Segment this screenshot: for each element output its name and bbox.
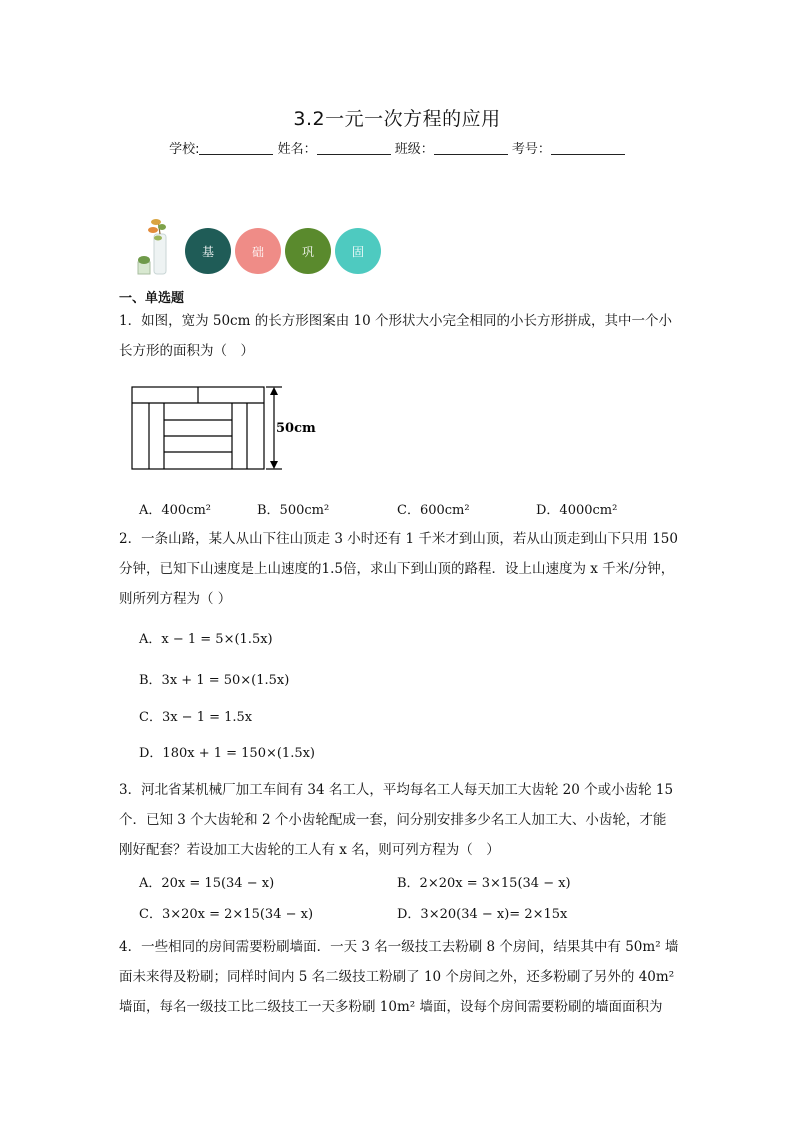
q4-line-2: 面未来得及粉刷；同样时间内 5 名二级技工粉刷了 10 个房间之外，还多粉刷了另外的 40m² bbox=[119, 969, 675, 985]
page-title: 3.2一元一次方程的应用 bbox=[293, 108, 501, 130]
q3-option-a[interactable]: A．20x = 15(34 − x) bbox=[139, 876, 275, 891]
q2-option-d[interactable]: D．180x + 1 = 150×(1.5x) bbox=[139, 746, 316, 761]
section-heading: 一、单选题 bbox=[119, 291, 185, 306]
name-label: 姓名： bbox=[277, 142, 317, 157]
badge-ji: 基 bbox=[185, 228, 231, 274]
question-4-text bbox=[119, 932, 679, 1022]
q3-option-b[interactable]: B．2×20x = 3×15(34 − x) bbox=[397, 876, 571, 891]
q2-line-3: 则所列方程为（ ） bbox=[119, 591, 232, 607]
school-blank[interactable] bbox=[199, 142, 273, 155]
name-blank[interactable] bbox=[317, 142, 391, 155]
exam-no-blank[interactable] bbox=[551, 142, 625, 155]
q3-line-1: 3．河北省某机械厂加工车间有 34 名工人，平均每名工人每天加工大齿轮 20 个或小齿轮 15 bbox=[119, 782, 674, 798]
q2-line-1: 2．一条山路，某人从山下往山顶走 3 小时还有 1 千米才到山顶，若从山顶走到山下只用 150 bbox=[119, 531, 678, 547]
question-2-text bbox=[119, 524, 679, 614]
q1-option-a[interactable]: A．400cm² bbox=[139, 503, 212, 518]
figure-width-label: 50cm bbox=[276, 421, 316, 436]
badge-chu: 础 bbox=[235, 228, 281, 274]
q4-line-3: 墙面，每名一级技工比二级技工一天多粉刷 10m² 墙面，设每个房间需要粉刷的墙面面积为 bbox=[119, 999, 663, 1015]
rectangles-figure bbox=[128, 383, 318, 473]
q2-option-a[interactable]: A．x − 1 = 5×(1.5x) bbox=[139, 632, 273, 647]
q1-option-c[interactable]: C．600cm² bbox=[397, 503, 470, 518]
student-info-line bbox=[0, 138, 794, 157]
class-label: 班级： bbox=[394, 142, 434, 157]
q3-option-c[interactable]: C．3×20x = 2×15(34 − x) bbox=[139, 907, 314, 922]
q2-option-b[interactable]: B．3x + 1 = 50×(1.5x) bbox=[139, 673, 290, 688]
question-1-text bbox=[119, 306, 679, 366]
q3-option-d[interactable]: D．3×20(34 − x)= 2×15x bbox=[397, 907, 568, 922]
plant-vase-icon bbox=[134, 216, 174, 276]
q1-line-1: 1．如图，宽为 50cm 的长方形图案由 10 个形状大小完全相同的小长方形拼成，其中一个小 bbox=[119, 313, 672, 329]
q3-line-2: 个．已知 3 个大齿轮和 2 个小齿轮配成一套，问分别安排多少名工人加工大、小齿轮，才能 bbox=[119, 812, 667, 828]
question-3-text bbox=[119, 775, 679, 865]
class-blank[interactable] bbox=[434, 142, 508, 155]
q1-line-2: 长方形的面积为（ ） bbox=[119, 343, 254, 359]
exam-no-label: 考号： bbox=[511, 142, 551, 157]
q1-option-d[interactable]: D．4000cm² bbox=[536, 503, 618, 518]
q1-option-b[interactable]: B．500cm² bbox=[257, 503, 330, 518]
q2-line-2: 分钟，已知下山速度是上山速度的1.5倍，求山下到山顶的路程．设上山速度为 x 千米/分钟， bbox=[119, 561, 675, 577]
school-label: 学校: bbox=[169, 142, 200, 157]
q4-line-1: 4．一些相同的房间需要粉刷墙面．一天 3 名一级技工去粉刷 8 个房间，结果其中有 50m² 墙 bbox=[119, 939, 679, 955]
q2-option-c[interactable]: C．3x − 1 = 1.5x bbox=[139, 710, 253, 725]
q3-line-3: 刚好配套？若设加工大齿轮的工人有 x 名，则可列方程为（ ） bbox=[119, 842, 500, 858]
badge-gu: 固 bbox=[335, 228, 381, 274]
badge-gong: 巩 bbox=[285, 228, 331, 274]
